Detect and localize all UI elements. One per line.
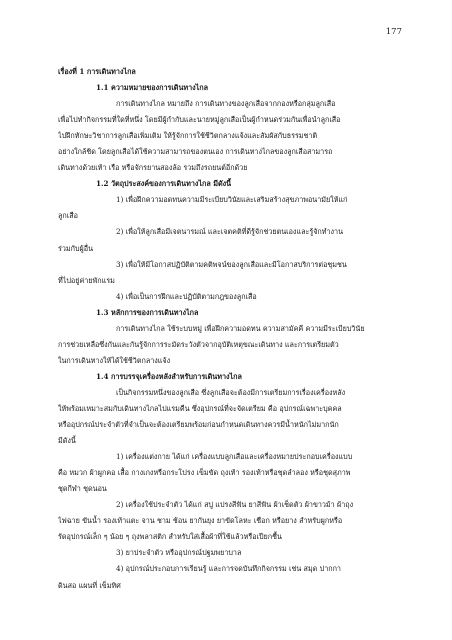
paragraph-line: ให้พร้อมเหมาะสมกับเดินทางไกลไปแรมคืน ซึ่งอุปกรณ์ที่จะจัดเตรียม คือ อุปกรณ์เฉพาะบุคคล xyxy=(58,403,342,413)
page-number: 177 xyxy=(385,27,402,37)
subsection-heading: 1.4 การบรรจุเครื่องหลังสำหรับการเดินทางไกล xyxy=(96,371,242,381)
list-item: 1) เครื่องแต่งกาย ได้แก่ เครื่องแบบลูกเสือและเครื่องหมายประกอบเครื่องแบบ xyxy=(116,452,353,462)
paragraph-line: มีดังนี้ xyxy=(58,436,76,446)
list-item: 1) เพื่อฝึกความอดทนความมีระเบียบวินัยและเสริมสร้างสุขภาพอนามัยให้แก่ xyxy=(116,195,348,205)
list-item-continuation: ดินสอ แผนที่ เข็มทิศ xyxy=(58,580,121,590)
paragraph-line: อย่างใกล้ชิด โดยลูกเสือได้ใช้ความสามารถของตนเอง การเดินทางไกลของลูกเสือสามารถ xyxy=(58,147,333,157)
list-item-continuation: รัดอุปกรณ์เล็ก ๆ น้อย ๆ ถุงพลาสติก สำหรับใส่เสื้อผ้าที่ใช้แล้วหรือเปียกชื้น xyxy=(58,532,282,542)
list-item: 4) อุปกรณ์ประกอบการเรียนรู้ และการจดบันทึกกิจกรรม เช่น สมุด ปากกา xyxy=(116,564,341,574)
paragraph-line: การช่วยเหลือซึ่งกันและกันรู้จักการระมัดระวังตัวจากอุบัติเหตุขณะเดินทาง และการเตรียมตัว xyxy=(58,339,339,349)
paragraph-line: การเดินทางไกล หมายถึง การเดินทางของลูกเสือจากกองหรือกลุ่มลูกเสือ xyxy=(116,99,336,109)
list-item: 2) เพื่อให้ลูกเสือมีเจตนารมณ์ และเจตคติที่ดีรู้จักช่วยตนเองและรู้จักทำงาน xyxy=(116,227,343,237)
list-item-continuation: ที่ไปอยู่ค่ายพักแรม xyxy=(58,275,115,285)
paragraph-line: ในการเดินทางให้ได้ใช้ชีวิตกลางแจ้ง xyxy=(58,355,171,365)
subsection-heading: 1.2 วัตถุประสงค์ของการเดินทางไกล มีดังนี้ xyxy=(96,179,232,189)
subsection-heading: 1.1 ความหมายของการเดินทางไกล xyxy=(96,83,209,93)
list-item-continuation: ชุดกีฬา ชุดนอน xyxy=(58,484,107,494)
paragraph-line: การเดินทางไกล ใช้ระบบหมู่ เพื่อฝึกความอดทน ความสามัคคี ความมีระเบียบวินัย xyxy=(116,323,365,333)
paragraph-line: เพื่อไปทำกิจกรรมที่ใดที่หนึ่ง โดยมีผู้กำกับและนายหมู่ลูกเสือเป็นผู้กำหนดร่วมกันเพื่อนำลูกเสือ xyxy=(58,115,341,125)
document-body xyxy=(58,64,402,594)
list-item-continuation: ลูกเสือ xyxy=(58,211,78,221)
paragraph-line: เดินทางด้วยเท้า เรือ หรือจักรยานสองล้อ รวมถึงรถยนต์อีกด้วย xyxy=(58,163,248,173)
section-heading: เรื่องที่ 1 การเดินทางไกล xyxy=(58,67,136,76)
subsection-heading: 1.3 หลักการของการเดินทางไกล xyxy=(96,307,199,317)
paragraph-line: หรืออุปกรณ์ประจำตัวที่จำเป็นจะต้องเตรียมพร้อมก่อนกำหนดเดินทางควรมีน้ำหนักไม่มากนัก xyxy=(58,420,339,430)
list-item: 3) ยาประจำตัว หรืออุปกรณ์ปฐมพยาบาล xyxy=(116,548,242,558)
paragraph-line: ไปฝึกทักษะวิชาการลูกเสือเพิ่มเติม ให้รู้จักการใช้ชีวิตกลางแจ้งและสัมผัสกับธรรมชาติ xyxy=(58,131,318,141)
list-item: 2) เครื่องใช้ประจำตัว ได้แก่ สบู่ แปรงสีฟัน ยาสีฟัน ผ้าเช็ดตัว ผ้าขาวม้า ผ้าถุง xyxy=(116,500,354,510)
paragraph-line: เป็นกิจกรรมหนึ่งของลูกเสือ ซึ่งลูกเสือจะต้องมีการเตรียมการเรื่องเครื่องหลัง xyxy=(116,387,346,397)
list-item: 3) เพื่อให้มีโอกาสปฏิบัติตามคติพจน์ของลูกเสือและมีโอกาสบริการต่อชุมชน xyxy=(116,259,347,269)
list-item-continuation: ไฟฉาย ขันน้ำ รองเท้าแตะ จาน ชาม ช้อน ยากันยุง ยาขัดโลหะ เชือก หรือยาง สำหรับผูกหรือ xyxy=(58,516,343,526)
list-item: 4) เพื่อเป็นการฝึกและปฏิบัติตามกฎของลูกเสือ xyxy=(116,291,257,301)
list-item-continuation: คือ หมวก ผ้าผูกคอ เสื้อ กางเกงหรือกระโปรง เข็มขัด ถุงเท้า รองเท้าหรือชุดลำลอง หรือชุดสุภาพ xyxy=(58,468,351,478)
list-item-continuation: ร่วมกับผู้อื่น xyxy=(58,243,93,253)
